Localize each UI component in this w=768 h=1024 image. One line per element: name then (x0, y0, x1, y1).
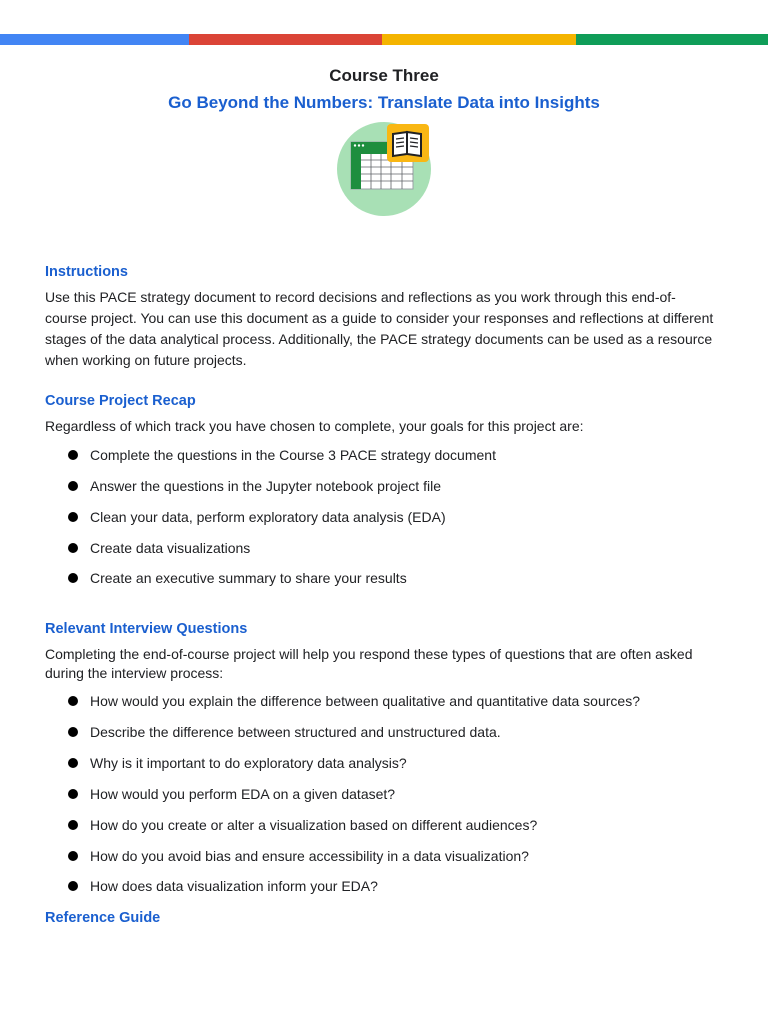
list-item (68, 817, 537, 833)
interview-intro-line-1: Completing the end-of-course project will help you respond these types of questions that are often asked (45, 646, 693, 662)
instructions-line-2: course project. You can use this document as a guide to consider your responses and reflections at different (45, 310, 714, 326)
instructions-line-4: when working on future projects. (45, 352, 247, 368)
list-item (68, 570, 407, 586)
instructions-line-3: stages of the data analytical process. Additionally, the PACE strategy documents can be used as a resource (45, 331, 713, 347)
list-item (68, 540, 250, 556)
list-item-text: How would you explain the difference between qualitative and quantitative data sources? (90, 693, 640, 709)
list-item-text: How do you avoid bias and ensure accessibility in a data visualization? (90, 848, 529, 864)
list-item-text: Create data visualizations (90, 540, 251, 556)
bullet-icon (68, 481, 78, 491)
list-item (68, 478, 441, 494)
bullet-icon (68, 573, 78, 583)
spreadsheet-book-icon (336, 120, 434, 218)
instructions-line-1: Use this PACE strategy document to record decisions and reflections as you work through this end-of- (45, 289, 676, 305)
bullet-icon (68, 851, 78, 861)
instructions-heading: Instructions (45, 264, 128, 280)
list-item-text: Complete the questions in the Course 3 PACE strategy document (90, 447, 496, 463)
bullet-icon (68, 758, 78, 768)
interview-heading: Relevant Interview Questions (45, 621, 248, 637)
color-bar-red (189, 34, 382, 45)
list-item (68, 878, 378, 894)
list-item (68, 693, 640, 709)
interview-intro-line-2: during the interview process: (45, 665, 224, 681)
list-item-text: Create an executive summary to share your results (90, 570, 407, 586)
bullet-icon (68, 789, 78, 799)
list-item-text: Clean your data, perform exploratory data analysis (EDA) (90, 509, 446, 525)
list-item-text: How would you perform EDA on a given dataset? (90, 786, 396, 802)
bullet-icon (68, 696, 78, 706)
list-item (68, 786, 395, 802)
list-item-text: Describe the difference between structured and unstructured data. (90, 724, 501, 740)
list-item-text: How does data visualization inform your EDA? (90, 878, 378, 894)
bullet-icon (68, 820, 78, 830)
color-bar-blue (0, 34, 189, 45)
bullet-icon (68, 881, 78, 891)
brand-color-bar (0, 34, 768, 45)
list-item (68, 509, 446, 525)
recap-intro: Regardless of which track you have chosen to complete, your goals for this project are: (45, 418, 584, 434)
list-item (68, 848, 529, 864)
list-item (68, 447, 496, 463)
recap-heading: Course Project Recap (45, 393, 196, 409)
list-item-text: Why is it important to do exploratory data analysis? (90, 755, 407, 771)
color-bar-yellow (382, 34, 576, 45)
page-title: Course Three (329, 66, 439, 85)
color-bar-green (576, 34, 768, 45)
bullet-icon (68, 543, 78, 553)
list-item-text: How do you create or alter a visualization based on different audiences? (90, 817, 538, 833)
bullet-icon (68, 512, 78, 522)
reference-heading: Reference Guide (45, 910, 161, 926)
list-item-text: Answer the questions in the Jupyter notebook project file (90, 478, 441, 494)
bullet-icon (68, 450, 78, 460)
bullet-icon (68, 727, 78, 737)
list-item (68, 724, 501, 740)
page-subtitle: Go Beyond the Numbers: Translate Data into Insights (168, 93, 600, 112)
list-item (68, 755, 407, 771)
